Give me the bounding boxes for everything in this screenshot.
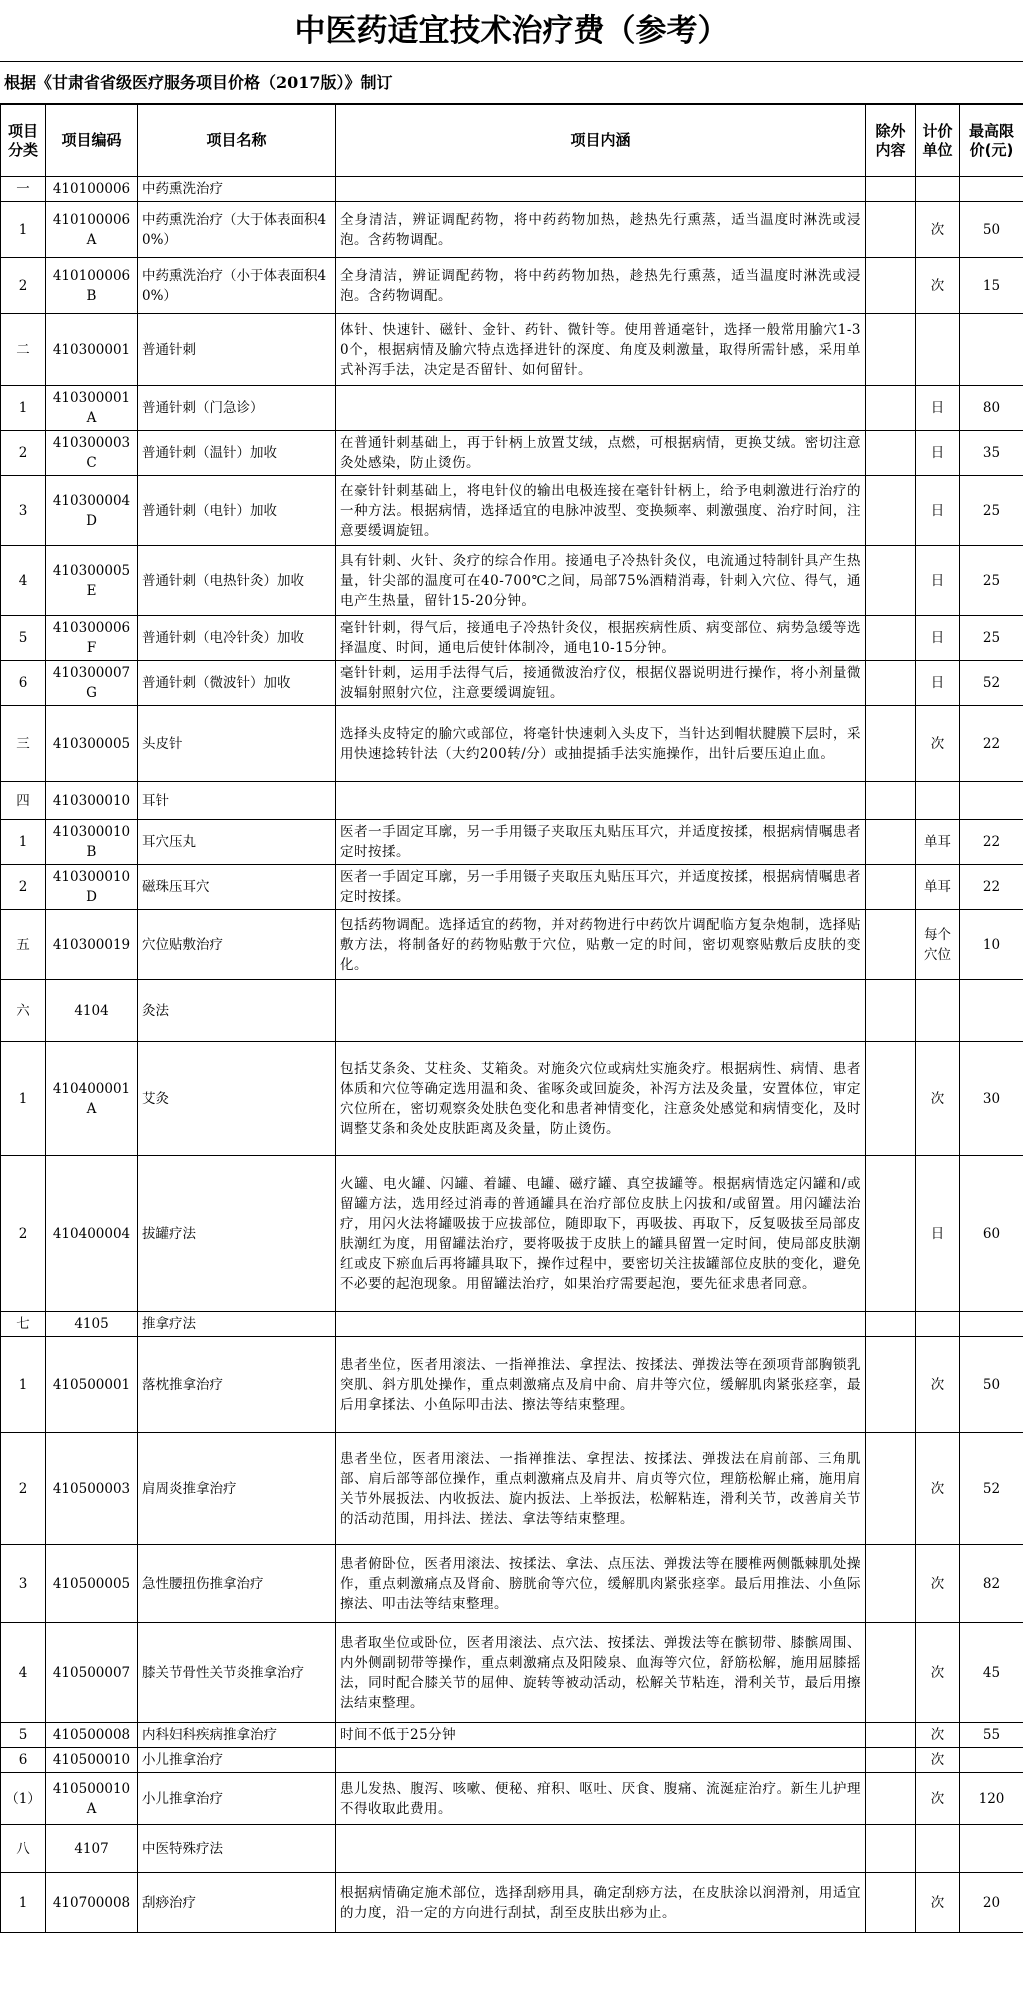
row-category: 五 — [1, 910, 46, 980]
row-excluded — [866, 431, 916, 476]
table-row — [1, 546, 1023, 616]
row-unit: 每个穴位 — [916, 910, 960, 980]
row-unit: 次 — [916, 1748, 960, 1773]
row-unit — [916, 1825, 960, 1873]
row-excluded — [866, 1042, 916, 1156]
row-category: 3 — [1, 1545, 46, 1623]
row-excluded — [866, 314, 916, 386]
row-price — [960, 1312, 1023, 1337]
row-price: 35 — [960, 431, 1023, 476]
row-price: 45 — [960, 1623, 1023, 1723]
row-name: 中医特殊疗法 — [138, 1825, 336, 1873]
row-name: 普通针刺 — [138, 314, 336, 386]
row-name: 耳穴压丸 — [138, 820, 336, 865]
row-price: 15 — [960, 258, 1023, 314]
row-price: 22 — [960, 706, 1023, 782]
row-code: 410300010 — [46, 782, 138, 820]
table-row — [1, 202, 1023, 258]
row-excluded — [866, 177, 916, 202]
row-unit: 日 — [916, 476, 960, 546]
row-content: 患者坐位，医者用滚法、一指禅推法、拿捏法、按揉法、弹拨法等在颈项背部胸锁乳突肌、斜方肌处操作，重点刺激痛点及肩中俞、肩井等穴位，缓解肌肉紧张痉挛，最后用拿揉法、小鱼际叩击法、擦法等结束整理。 — [336, 1337, 866, 1433]
row-code: 410300006F — [46, 616, 138, 661]
row-content: 全身清洁，辨证调配药物，将中药药物加热，趁热先行熏蒸，适当温度时淋洗或浸泡。含药物调配。 — [336, 202, 866, 258]
row-unit: 日 — [916, 1156, 960, 1312]
table-row — [1, 980, 1023, 1042]
row-name: 艾灸 — [138, 1042, 336, 1156]
row-price: 20 — [960, 1873, 1023, 1933]
table-row — [1, 1312, 1023, 1337]
row-content — [336, 1825, 866, 1873]
row-excluded — [866, 1825, 916, 1873]
row-category: 1 — [1, 1042, 46, 1156]
row-category: 4 — [1, 546, 46, 616]
table-row — [1, 706, 1023, 782]
table-row — [1, 258, 1023, 314]
row-excluded — [866, 820, 916, 865]
row-excluded — [866, 1156, 916, 1312]
row-name: 内科妇科疾病推拿治疗 — [138, 1723, 336, 1748]
row-code: 410300003C — [46, 431, 138, 476]
row-unit — [916, 980, 960, 1042]
row-unit — [916, 782, 960, 820]
row-category: 三 — [1, 706, 46, 782]
row-name: 拔罐疗法 — [138, 1156, 336, 1312]
row-code: 410700008 — [46, 1873, 138, 1933]
row-unit: 次 — [916, 1623, 960, 1723]
row-content — [336, 386, 866, 431]
row-excluded — [866, 1545, 916, 1623]
row-code: 410500010 — [46, 1748, 138, 1773]
row-excluded — [866, 910, 916, 980]
row-name: 灸法 — [138, 980, 336, 1042]
row-content — [336, 980, 866, 1042]
table-row — [1, 1723, 1023, 1748]
row-category: 二 — [1, 314, 46, 386]
row-price: 50 — [960, 1337, 1023, 1433]
row-code: 410300010B — [46, 820, 138, 865]
row-code: 410300005 — [46, 706, 138, 782]
row-unit: 单耳 — [916, 820, 960, 865]
row-price: 30 — [960, 1042, 1023, 1156]
row-code: 410400004 — [46, 1156, 138, 1312]
row-price — [960, 782, 1023, 820]
row-excluded — [866, 980, 916, 1042]
row-code: 410100006A — [46, 202, 138, 258]
row-code: 410400001A — [46, 1042, 138, 1156]
row-name: 中药熏洗治疗（大于体表面积40%） — [138, 202, 336, 258]
row-price: 52 — [960, 1433, 1023, 1545]
table-row — [1, 865, 1023, 910]
row-category: 1 — [1, 1337, 46, 1433]
row-unit: 日 — [916, 546, 960, 616]
row-category: 六 — [1, 980, 46, 1042]
row-category: 2 — [1, 1433, 46, 1545]
row-name: 小儿推拿治疗 — [138, 1748, 336, 1773]
row-category: 3 — [1, 476, 46, 546]
row-content: 时间不低于25分钟 — [336, 1723, 866, 1748]
table-header-row — [1, 105, 1023, 177]
row-name: 穴位贴敷治疗 — [138, 910, 336, 980]
row-category: 6 — [1, 1748, 46, 1773]
row-name: 普通针刺（温针）加收 — [138, 431, 336, 476]
row-name: 急性腰扭伤推拿治疗 — [138, 1545, 336, 1623]
table-row — [1, 177, 1023, 202]
row-category: 2 — [1, 865, 46, 910]
row-excluded — [866, 546, 916, 616]
row-unit: 次 — [916, 706, 960, 782]
row-unit: 次 — [916, 1545, 960, 1623]
table-row — [1, 1773, 1023, 1825]
table-row — [1, 820, 1023, 865]
row-code: 410300001A — [46, 386, 138, 431]
table-row — [1, 431, 1023, 476]
row-price — [960, 314, 1023, 386]
row-content — [336, 1748, 866, 1773]
row-code: 410500007 — [46, 1623, 138, 1723]
row-price: 82 — [960, 1545, 1023, 1623]
row-excluded — [866, 1773, 916, 1825]
row-price — [960, 1825, 1023, 1873]
row-excluded — [866, 661, 916, 706]
row-code: 410100006B — [46, 258, 138, 314]
row-name: 普通针刺（微波针）加收 — [138, 661, 336, 706]
row-category: 1 — [1, 386, 46, 431]
row-content: 毫针针刺，运用手法得气后，接通微波治疗仪，根据仪器说明进行操作，将小剂量微波辐射照射穴位，注意要缓调旋钮。 — [336, 661, 866, 706]
header-category: 项目分类 — [1, 105, 46, 177]
row-excluded — [866, 476, 916, 546]
row-price: 22 — [960, 820, 1023, 865]
row-name: 头皮针 — [138, 706, 336, 782]
row-category: 4 — [1, 1623, 46, 1723]
row-content: 医者一手固定耳廓，另一手用镊子夹取压丸贴压耳穴，并适度按揉，根据病情嘱患者定时按揉。 — [336, 865, 866, 910]
row-name: 普通针刺（门急诊） — [138, 386, 336, 431]
row-content: 医者一手固定耳廓，另一手用镊子夹取压丸贴压耳穴，并适度按揉，根据病情嘱患者定时按揉。 — [336, 820, 866, 865]
header-name: 项目名称 — [138, 105, 336, 177]
table-row — [1, 1825, 1023, 1873]
row-code: 410500003 — [46, 1433, 138, 1545]
row-unit: 单耳 — [916, 865, 960, 910]
table-row — [1, 910, 1023, 980]
row-price: 25 — [960, 476, 1023, 546]
table-row — [1, 1623, 1023, 1723]
row-content: 包括艾条灸、艾柱灸、艾箱灸。对施灸穴位或病灶实施灸疗。根据病性、病情、患者体质和穴位等确定选用温和灸、雀啄灸或回旋灸，补泻方法及灸量，安置体位，审定穴位所在，密切观察灸处肤色变化和患者神情变化，注意灸处感觉和病情变化，及时调整艾条和灸处皮肤距离及灸量，防止烫伤。 — [336, 1042, 866, 1156]
row-unit — [916, 177, 960, 202]
row-unit: 日 — [916, 661, 960, 706]
header-content: 项目内涵 — [336, 105, 866, 177]
row-price: 55 — [960, 1723, 1023, 1748]
row-code: 410300019 — [46, 910, 138, 980]
row-unit: 日 — [916, 386, 960, 431]
row-code: 410100006 — [46, 177, 138, 202]
row-price: 10 — [960, 910, 1023, 980]
row-category: （1） — [1, 1773, 46, 1825]
row-unit: 次 — [916, 1337, 960, 1433]
row-excluded — [866, 1748, 916, 1773]
row-price: 25 — [960, 616, 1023, 661]
row-unit: 次 — [916, 1433, 960, 1545]
row-content: 毫针针刺，得气后，接通电子冷热针灸仪，根据疾病性质、病变部位、病势急缓等选择温度、时间，通电后使针体制冷，通电10-15分钟。 — [336, 616, 866, 661]
row-code: 410500001 — [46, 1337, 138, 1433]
row-category: 四 — [1, 782, 46, 820]
row-excluded — [866, 1623, 916, 1723]
row-unit: 次 — [916, 1723, 960, 1748]
row-unit: 次 — [916, 258, 960, 314]
row-content — [336, 177, 866, 202]
header-code: 项目编码 — [46, 105, 138, 177]
row-excluded — [866, 782, 916, 820]
row-content: 患儿发热、腹泻、咳嗽、便秘、疳积、呕吐、厌食、腹痛、流涎症治疗。新生儿护理不得收取此费用。 — [336, 1773, 866, 1825]
row-category: 2 — [1, 431, 46, 476]
table-row — [1, 1156, 1023, 1312]
row-name: 小儿推拿治疗 — [138, 1773, 336, 1825]
row-excluded — [866, 258, 916, 314]
row-code: 4104 — [46, 980, 138, 1042]
row-price: 50 — [960, 202, 1023, 258]
row-name: 中药熏洗治疗 — [138, 177, 336, 202]
row-category: 2 — [1, 258, 46, 314]
table-row — [1, 1748, 1023, 1773]
row-content — [336, 782, 866, 820]
header-excluded: 除外内容 — [866, 105, 916, 177]
row-code: 410300005E — [46, 546, 138, 616]
row-code: 410500010A — [46, 1773, 138, 1825]
row-name: 刮痧治疗 — [138, 1873, 336, 1933]
row-excluded — [866, 1312, 916, 1337]
row-price: 80 — [960, 386, 1023, 431]
row-category: 七 — [1, 1312, 46, 1337]
row-category: 5 — [1, 616, 46, 661]
row-code: 4105 — [46, 1312, 138, 1337]
row-unit: 次 — [916, 1773, 960, 1825]
row-name: 普通针刺（电热针灸）加收 — [138, 546, 336, 616]
row-code: 410300010D — [46, 865, 138, 910]
row-code: 4107 — [46, 1825, 138, 1873]
row-content: 患者坐位，医者用滚法、一指禅推法、拿捏法、按揉法、弹拨法在肩前部、三角肌部、肩后部等部位操作，重点刺激痛点及肩井、肩贞等穴位，理筋松解止痛，施用肩关节外展扳法、内收扳法、旋内扳法、上举扳法，松解粘连，滑利关节，改善肩关节的活动范围，用抖法、搓法、拿法等结束整理。 — [336, 1433, 866, 1545]
header-unit: 计价单位 — [916, 105, 960, 177]
row-content: 包括药物调配。选择适宜的药物，并对药物进行中药饮片调配临方复杂炮制，选择贴敷方法，将制备好的药物贴敷于穴位，贴敷一定的时间，密切观察贴敷后皮肤的变化。 — [336, 910, 866, 980]
row-excluded — [866, 616, 916, 661]
row-content: 患者取坐位或卧位，医者用滚法、点穴法、按揉法、弹拨法等在髌韧带、膝髌周围、内外侧副韧带等操作，重点刺激痛点及阳陵泉、血海等穴位，舒筋松解，施用屈膝摇法，同时配合膝关节的屈伸、旋转等被动活动，松解关节粘连，滑利关节，最后用擦法结束整理。 — [336, 1623, 866, 1723]
row-price: 22 — [960, 865, 1023, 910]
row-price: 60 — [960, 1156, 1023, 1312]
row-content: 全身清洁，辨证调配药物，将中药药物加热，趁热先行熏蒸，适当温度时淋洗或浸泡。含药物调配。 — [336, 258, 866, 314]
page-title: 中医药适宜技术治疗费（参考） — [0, 0, 1023, 62]
row-excluded — [866, 1433, 916, 1545]
row-code: 410500005 — [46, 1545, 138, 1623]
row-category: 一 — [1, 177, 46, 202]
row-name: 磁珠压耳穴 — [138, 865, 336, 910]
row-excluded — [866, 865, 916, 910]
row-content: 患者俯卧位，医者用滚法、按揉法、拿法、点压法、弹拨法等在腰椎两侧骶棘肌处操作，重点刺激痛点及肾俞、膀胱俞等穴位，缓解肌肉紧张痉挛。最后用推法、小鱼际擦法、叩击法等结束整理。 — [336, 1545, 866, 1623]
row-category: 1 — [1, 1873, 46, 1933]
header-price: 最高限价(元) — [960, 105, 1023, 177]
table-row — [1, 476, 1023, 546]
row-unit: 日 — [916, 431, 960, 476]
row-name: 膝关节骨性关节炎推拿治疗 — [138, 1623, 336, 1723]
row-content: 火罐、电火罐、闪罐、着罐、电罐、磁疗罐、真空拔罐等。根据病情选定闪罐和/或留罐方法，选用经过消毒的普通罐具在治疗部位皮肤上闪拔和/或留置。用闪罐法治疗，用闪火法将罐吸拔于应拔部位，随即取下，再吸拔、再取下，反复吸拔至局部皮肤潮红为度，用留罐法治疗，要将吸拔于皮肤上的罐具留置一定时间，使局部皮肤潮红或皮下瘀血后再将罐具取下，操作过程中，要密切关注拔罐部位皮肤的变化，避免不必要的起泡现象。用留罐法治疗，如果治疗需要起泡，要先征求患者同意。 — [336, 1156, 866, 1312]
row-name: 肩周炎推拿治疗 — [138, 1433, 336, 1545]
row-content: 根据病情确定施术部位，选择刮痧用具，确定刮痧方法，在皮肤涂以润滑剂，用适宜的力度，沿一定的方向进行刮拭，刮至皮肤出痧为止。 — [336, 1873, 866, 1933]
table-row — [1, 661, 1023, 706]
row-excluded — [866, 1337, 916, 1433]
row-excluded — [866, 706, 916, 782]
row-unit: 日 — [916, 616, 960, 661]
row-code: 410300007G — [46, 661, 138, 706]
row-name: 耳针 — [138, 782, 336, 820]
table-row — [1, 1873, 1023, 1933]
table-row — [1, 1545, 1023, 1623]
table-row — [1, 1042, 1023, 1156]
table-row — [1, 386, 1023, 431]
row-content: 选择头皮特定的腧穴或部位，将毫针快速刺入头皮下，当针达到帽状腱膜下层时，采用快速捻转针法（大约200转/分）或抽提插手法实施操作，出针后要压迫止血。 — [336, 706, 866, 782]
row-unit: 次 — [916, 202, 960, 258]
row-excluded — [866, 202, 916, 258]
row-category: 6 — [1, 661, 46, 706]
row-category: 1 — [1, 820, 46, 865]
row-category: 八 — [1, 1825, 46, 1873]
row-category: 1 — [1, 202, 46, 258]
row-excluded — [866, 1873, 916, 1933]
row-content: 在豪针针刺基础上，将电针仪的输出电极连接在毫针针柄上，给予电刺激进行治疗的一种方法。根据病情，选择适宜的电脉冲波型、变换频率、刺激强度、治疗时间，注意要缓调旋钮。 — [336, 476, 866, 546]
table-row — [1, 1433, 1023, 1545]
row-content — [336, 1312, 866, 1337]
row-price — [960, 1748, 1023, 1773]
row-price: 25 — [960, 546, 1023, 616]
row-name: 普通针刺（电冷针灸）加收 — [138, 616, 336, 661]
table-row — [1, 1337, 1023, 1433]
table-row — [1, 616, 1023, 661]
row-price — [960, 177, 1023, 202]
row-price — [960, 980, 1023, 1042]
row-name: 推拿疗法 — [138, 1312, 336, 1337]
row-category: 2 — [1, 1156, 46, 1312]
row-unit — [916, 314, 960, 386]
row-content: 体针、快速针、磁针、金针、药针、微针等。使用普通毫针，选择一般常用腧穴1-30个，根据病情及腧穴特点选择进针的深度、角度及刺激量，取得所需针感，采用单式补泻手法，决定是否留针、如何留针。 — [336, 314, 866, 386]
row-price: 52 — [960, 661, 1023, 706]
row-code: 410300004D — [46, 476, 138, 546]
row-code: 410500008 — [46, 1723, 138, 1748]
table-row — [1, 782, 1023, 820]
row-name: 普通针刺（电针）加收 — [138, 476, 336, 546]
price-table — [0, 104, 1023, 1933]
page-subtitle: 根据《甘肃省省级医疗服务项目价格（2017版）》制订 — [0, 62, 1023, 104]
row-unit — [916, 1312, 960, 1337]
row-content: 在普通针刺基础上，再于针柄上放置艾绒，点燃，可根据病情，更换艾绒。密切注意灸处感染，防止烫伤。 — [336, 431, 866, 476]
row-excluded — [866, 1723, 916, 1748]
row-name: 落枕推拿治疗 — [138, 1337, 336, 1433]
row-code: 410300001 — [46, 314, 138, 386]
row-unit: 次 — [916, 1042, 960, 1156]
row-name: 中药熏洗治疗（小于体表面积40%） — [138, 258, 336, 314]
row-unit: 次 — [916, 1873, 960, 1933]
row-price: 120 — [960, 1773, 1023, 1825]
table-row — [1, 314, 1023, 386]
row-content: 具有针刺、火针、灸疗的综合作用。接通电子冷热针灸仪，电流通过特制针具产生热量，针尖部的温度可在40-700℃之间，局部75%酒精消毒，针刺入穴位、得气，通电产生热量，留针15-20分钟。 — [336, 546, 866, 616]
row-category: 5 — [1, 1723, 46, 1748]
row-excluded — [866, 386, 916, 431]
